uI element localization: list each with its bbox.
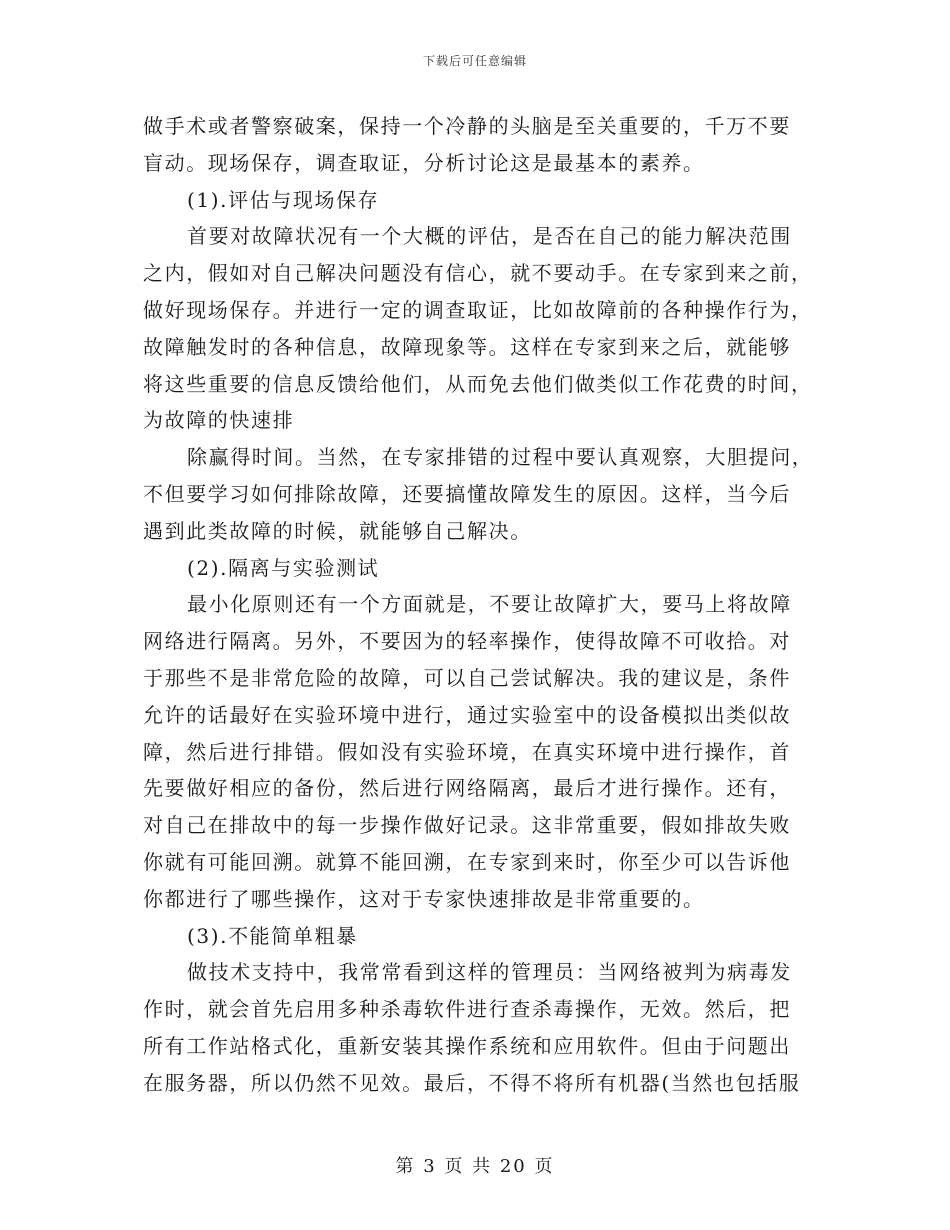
text-line: 故障触发时的各种信息，故障现象等。这样在专家到来之后，就能够 [143, 334, 791, 359]
text-line: 最小化原则还有一个方面就是，不要让故障扩大，要马上将故障 [187, 592, 792, 617]
text-line: 做好现场保存。并进行一定的调查取证，比如故障前的各种操作行为， [143, 297, 813, 322]
text-line: 做手术或者警察破案，保持一个冷静的头脑是至关重要的，千万不要 [143, 114, 791, 138]
text-line: 做技术支持中，我常常看到这样的管理员：当网络被判为病毒发 [187, 960, 792, 985]
text-line: (1).评估与现场保存 [187, 187, 380, 212]
text-line: 首要对故障状况有一个大概的评估，是否在自己的能力解决范围 [187, 224, 792, 249]
page-header: 下载后可任意编辑 [422, 54, 527, 68]
text-line: 障，然后进行排错。假如没有实验环境，在真实环境中进行操作，首 [143, 739, 791, 764]
text-line: (3).不能简单粗暴 [187, 923, 358, 948]
text-line: 你就有可能回溯。就算不能回溯，在专家到来时，你至少可以告诉他 [143, 849, 791, 874]
text-line: 允许的话最好在实验环境中进行，通过实验室中的设备模拟出类似故 [143, 702, 791, 727]
text-line: 你都进行了哪些操作，这对于专家快速排故是非常重要的。 [143, 886, 705, 911]
page-number-footer: 第 3 页 共 20 页 [395, 1156, 555, 1177]
text-line: 将这些重要的信息反馈给他们，从而免去他们做类似工作花费的时间， [143, 371, 813, 396]
document-body [143, 108, 814, 1102]
text-line: 作时，就会首先启用多种杀毒软件进行查杀毒操作，无效。然后，把 [143, 997, 791, 1022]
text-line: 对自己在排故中的每一步操作做好记录。这非常重要，假如排故失败 [143, 813, 791, 838]
text-line: 为故障的快速排 [143, 408, 295, 433]
text-line: 遇到此类故障的时候，就能够自己解决。 [143, 518, 532, 543]
text-line: 在服务器，所以仍然不见效。最后，不得不将所有机器(当然也包括服 [143, 1070, 801, 1095]
text-line: 之内，假如对自己解决问题没有信心，就不要动手。在专家到来之前， [143, 261, 813, 286]
text-line: 不但要学习如何排除故障，还要搞懂故障发生的原因。这样，当今后 [143, 481, 791, 506]
text-line: 盲动。现场保存，调查取证，分析讨论这是最基本的素养。 [143, 150, 705, 175]
text-line: 于那些不是非常危险的故障，可以自己尝试解决。我的建议是，条件 [143, 665, 791, 690]
text-line: 先要做好相应的备份，然后进行网络隔离，最后才进行操作。还有， [143, 776, 791, 801]
text-line: 网络进行隔离。另外，不要因为的轻率操作，使得故障不可收拾。对 [143, 629, 791, 654]
text-line: 所有工作站格式化，重新安装其操作系统和应用软件。但由于问题出 [143, 1033, 791, 1058]
text-line: 除赢得时间。当然，在专家排错的过程中要认真观察，大胆提问， [187, 445, 814, 470]
text-line: (2).隔离与实验测试 [187, 555, 380, 580]
